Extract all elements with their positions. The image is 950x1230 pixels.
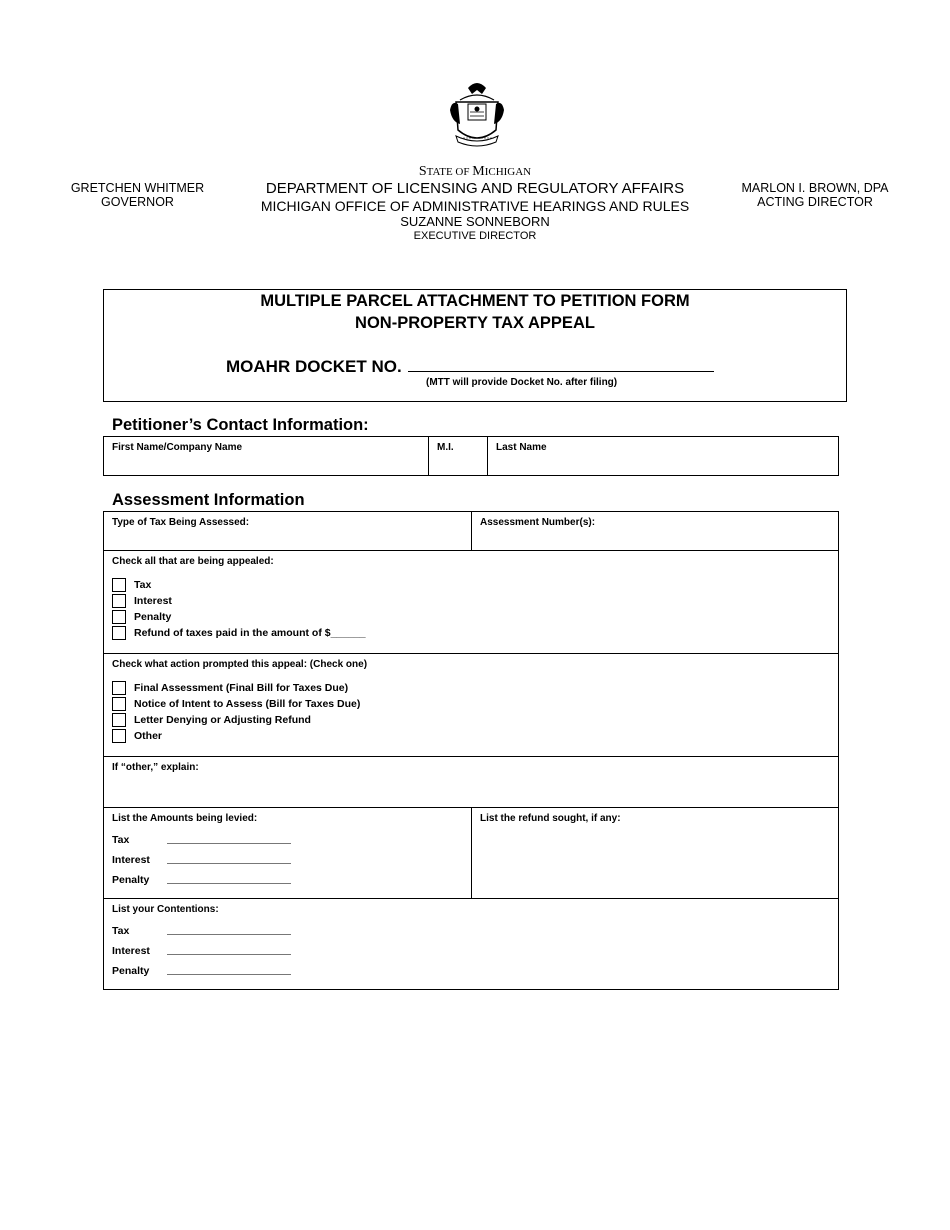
checkbox[interactable] [112,610,126,624]
appealed-option-label: Interest [134,595,172,607]
other-explain-field[interactable] [103,756,839,808]
contention-row [112,964,291,977]
contentions-section [103,898,839,990]
levied-amount-field[interactable] [167,873,291,884]
director-name: MARLON I. BROWN, DPA [741,181,889,195]
action-option-label: Notice of Intent to Assess (Bill for Taxes Due) [134,698,361,710]
appealed-option-label: Tax [134,579,152,591]
checkbox[interactable] [112,713,126,727]
first-name-label: First Name/Company Name [112,442,243,453]
assessment-number-label: Assessment Number(s): [480,517,596,528]
michigan-seal-icon [446,80,508,150]
docket-number [226,354,714,377]
action-option[interactable] [112,681,348,695]
action-option[interactable] [112,697,360,711]
director-block [730,181,900,209]
checkbox[interactable] [112,697,126,711]
form-title-line1: MULTIPLE PARCEL ATTACHMENT TO PETITION FORM [260,292,690,310]
last-name-label: Last Name [496,442,547,453]
levied-row-label: Penalty [112,874,150,886]
checkbox[interactable] [112,626,126,640]
levied-row [112,853,291,866]
appealed-option-label: Penalty [134,611,172,623]
action-option-label: Final Assessment (Final Bill for Taxes Due) [134,682,349,694]
action-option[interactable] [112,729,162,743]
middle-initial-field[interactable] [428,436,488,476]
assessment-heading: Assessment Information [112,491,305,509]
contention-row-label: Penalty [112,965,150,977]
form-title-line2: NON-PROPERTY TAX APPEAL [355,314,595,332]
tax-type-field[interactable] [103,511,472,551]
contention-field[interactable] [167,964,291,975]
refund-sought-label: List the refund sought, if any: [480,813,621,824]
last-name-field[interactable] [487,436,839,476]
levied-section [103,807,472,899]
agency-header [225,164,725,243]
contentions-label: List your Contentions: [112,904,219,915]
action-option[interactable] [112,713,311,727]
contention-field[interactable] [167,924,291,935]
form-title-box [103,289,847,402]
appealed-section [103,550,839,654]
checkbox[interactable] [112,594,126,608]
levied-row-label: Interest [112,854,150,866]
appealed-label: Check all that are being appealed: [112,556,274,567]
department-name: DEPARTMENT OF LICENSING AND REGULATORY AFFAIRS [265,180,685,197]
governor-title: GOVERNOR [101,195,174,209]
contention-row-label: Tax [112,925,130,937]
contention-row [112,924,291,937]
checkbox[interactable] [112,729,126,743]
docket-number-field[interactable] [408,354,714,372]
action-option-label: Other [134,730,163,742]
checkbox[interactable] [112,681,126,695]
first-name-field[interactable] [103,436,429,476]
checkbox[interactable] [112,578,126,592]
levied-row [112,833,291,846]
levied-amount-field[interactable] [167,853,291,864]
state-name: STATE OF MICHIGAN [418,164,532,179]
executive-director-name: SUZANNE SONNEBORN [400,214,550,229]
appealed-option[interactable] [112,594,172,608]
appealed-option-label: Refund of taxes paid in the amount of $______ [134,627,366,639]
middle-initial-label: M.I. [437,442,454,453]
levied-row-label: Tax [112,834,130,846]
levied-amount-field[interactable] [167,833,291,844]
action-section [103,653,839,757]
docket-label: MOAHR DOCKET NO. [226,357,402,376]
office-name: MICHIGAN OFFICE OF ADMINISTRATIVE HEARINGS AND RULES [260,198,690,214]
action-option-label: Letter Denying or Adjusting Refund [134,714,311,726]
governor-name: GRETCHEN WHITMER [70,181,205,195]
contention-row [112,944,291,957]
contention-row-label: Interest [112,945,150,957]
refund-sought-field[interactable] [471,807,839,899]
assessment-number-field[interactable] [471,511,839,551]
contention-field[interactable] [167,944,291,955]
appealed-option[interactable] [112,578,151,592]
docket-note: (MTT will provide Docket No. after filing) [426,377,618,388]
levied-label: List the Amounts being levied: [112,813,258,824]
governor-block [60,181,215,209]
action-label: Check what action prompted this appeal: (Check one) [112,659,368,670]
executive-director-title: EXECUTIVE DIRECTOR [413,230,537,242]
appealed-option[interactable] [112,610,171,624]
appealed-option[interactable] [112,626,366,640]
contact-heading: Petitioner’s Contact Information: [112,416,369,434]
other-explain-label: If “other,” explain: [112,762,199,773]
director-title: ACTING DIRECTOR [757,195,873,209]
tax-type-label: Type of Tax Being Assessed: [112,517,250,528]
levied-row [112,873,291,886]
